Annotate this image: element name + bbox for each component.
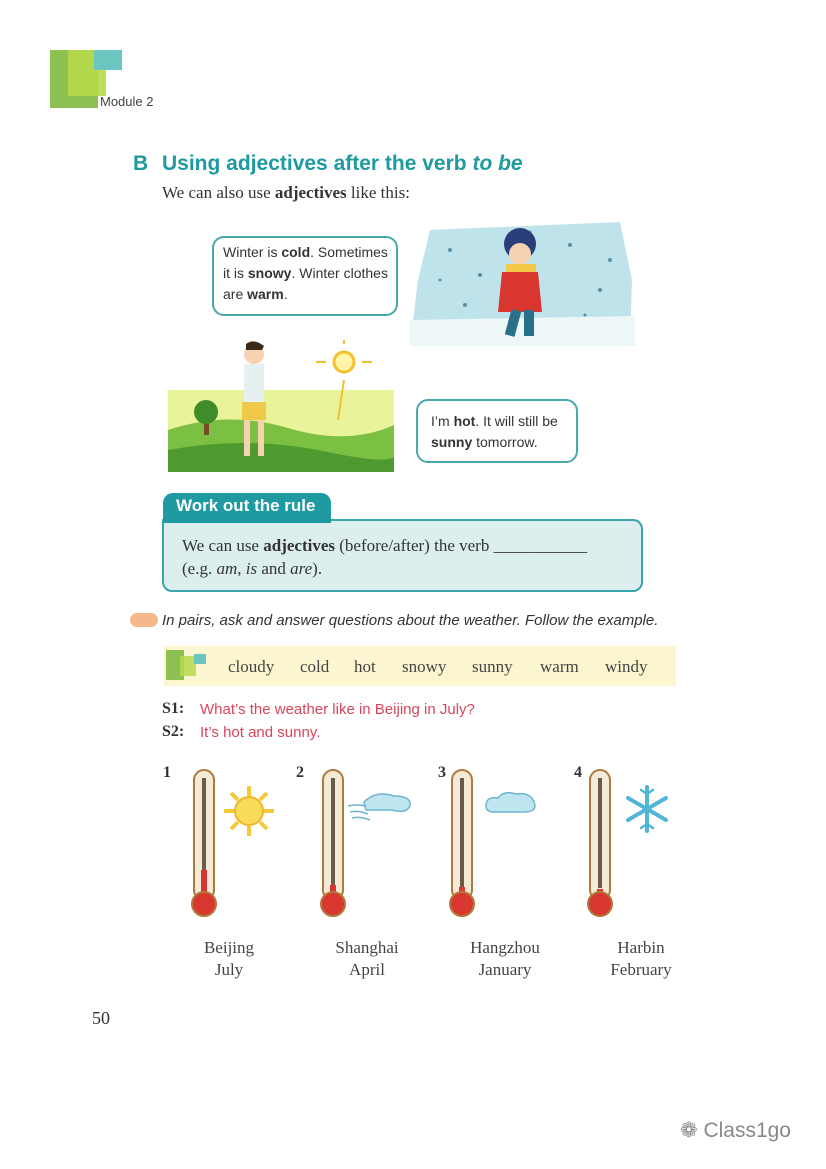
bubble-text: . Winter clothes bbox=[291, 265, 388, 281]
bubble-line bbox=[431, 432, 576, 453]
section-title-italic: to be bbox=[472, 152, 523, 175]
bubble-text: . It will still be bbox=[475, 413, 558, 429]
month-name: February bbox=[610, 960, 672, 979]
intro-text-a: We can also use bbox=[162, 183, 275, 202]
bubble-text: it is bbox=[223, 265, 248, 281]
bubble-bold: hot bbox=[453, 413, 476, 429]
city-label bbox=[312, 937, 422, 981]
item-number: 4 bbox=[574, 764, 582, 781]
page-number: 50 bbox=[92, 1008, 110, 1028]
bubble-line bbox=[431, 411, 576, 432]
intro-text-b: like this: bbox=[346, 183, 410, 202]
city-name: Shanghai bbox=[335, 938, 399, 957]
section-title bbox=[162, 152, 523, 176]
summer-speech-bubble bbox=[416, 399, 578, 463]
bubble-bold: sunny bbox=[431, 434, 473, 450]
bubble-text: . bbox=[283, 286, 288, 302]
watermark bbox=[680, 1118, 791, 1143]
bubble-text: I’m bbox=[431, 413, 454, 429]
city-label bbox=[450, 937, 560, 981]
bubble-text: Winter is bbox=[223, 244, 282, 260]
module-label: Module 2 bbox=[100, 94, 154, 109]
rule-italic: is bbox=[245, 559, 258, 578]
rule-text: ). bbox=[312, 559, 323, 578]
thermometer-icon bbox=[447, 768, 477, 920]
speaker-label: S2: bbox=[162, 723, 185, 740]
bubble-line bbox=[223, 263, 396, 284]
rule-bold: adjectives bbox=[263, 536, 335, 555]
wind-icon bbox=[346, 788, 414, 824]
speaker-label: S1: bbox=[162, 700, 185, 717]
bubble-text: . Sometimes bbox=[310, 244, 388, 260]
watermark-text: Class1go bbox=[703, 1119, 791, 1142]
item-number: 3 bbox=[438, 764, 446, 781]
city-label bbox=[174, 937, 284, 981]
bubble-text: tomorrow. bbox=[472, 434, 538, 450]
bubble-line bbox=[223, 284, 396, 305]
rule-text: (before/after) the verb ___________ bbox=[335, 536, 588, 555]
word-bank-block bbox=[194, 654, 206, 664]
rule-text: , bbox=[237, 559, 246, 578]
sun-icon bbox=[222, 784, 276, 838]
word-bank-item: hot bbox=[354, 657, 376, 676]
word-bank-item: cloudy bbox=[228, 657, 275, 676]
month-name: April bbox=[349, 960, 385, 979]
section-title-text: Using adjectives after the verb bbox=[162, 152, 473, 175]
summer-illustration bbox=[168, 340, 394, 472]
cloud-icon bbox=[482, 790, 538, 816]
city-name: Harbin bbox=[617, 938, 665, 957]
thermometer-icon bbox=[318, 768, 348, 920]
pairs-instruction: In pairs, ask and answer questions about the weather. Follow the example. bbox=[162, 612, 659, 629]
city-label bbox=[586, 937, 696, 981]
intro-text-bold: adjectives bbox=[274, 183, 347, 202]
section-letter: B bbox=[133, 152, 149, 175]
item-number: 2 bbox=[296, 764, 304, 781]
bubble-bold: snowy bbox=[247, 265, 292, 281]
bubble-bold: cold bbox=[281, 244, 311, 260]
word-bank-item: warm bbox=[540, 657, 579, 676]
activity-marker bbox=[130, 613, 158, 627]
month-name: July bbox=[214, 960, 244, 979]
rule-text: (e.g. bbox=[182, 559, 217, 578]
rule-text: and bbox=[257, 559, 291, 578]
thermometer-icon bbox=[189, 768, 219, 920]
winter-illustration bbox=[410, 220, 635, 346]
rule-italic: are bbox=[290, 559, 313, 578]
city-name: Beijing bbox=[203, 938, 255, 957]
thermometer-icon bbox=[585, 768, 615, 920]
city-name: Hangzhou bbox=[470, 938, 540, 957]
bubble-text: are bbox=[223, 286, 248, 302]
word-bank-item: windy bbox=[605, 657, 648, 676]
word-bank-item: sunny bbox=[472, 657, 513, 676]
word-bank-item: cold bbox=[300, 657, 330, 676]
rule-text: We can use bbox=[182, 536, 264, 555]
rule-tab-label: Work out the rule bbox=[176, 496, 316, 515]
rule-text-line bbox=[182, 536, 587, 556]
bubble-line bbox=[223, 242, 396, 263]
rule-text-line bbox=[182, 559, 322, 579]
module-tab-block bbox=[94, 50, 122, 70]
month-name: January bbox=[478, 960, 532, 979]
bubble-bold: warm bbox=[247, 286, 284, 302]
intro-text bbox=[162, 183, 410, 203]
winter-speech-bubble bbox=[212, 236, 398, 316]
dialogue-line: It’s hot and sunny. bbox=[200, 724, 321, 741]
snowflake-icon bbox=[622, 784, 672, 834]
item-number: 1 bbox=[163, 764, 171, 781]
word-bank-item: snowy bbox=[402, 657, 447, 676]
chat-icon: ❁ bbox=[680, 1119, 704, 1142]
rule-italic: am bbox=[216, 559, 238, 578]
dialogue-line: What’s the weather like in Beijing in July? bbox=[200, 701, 475, 718]
